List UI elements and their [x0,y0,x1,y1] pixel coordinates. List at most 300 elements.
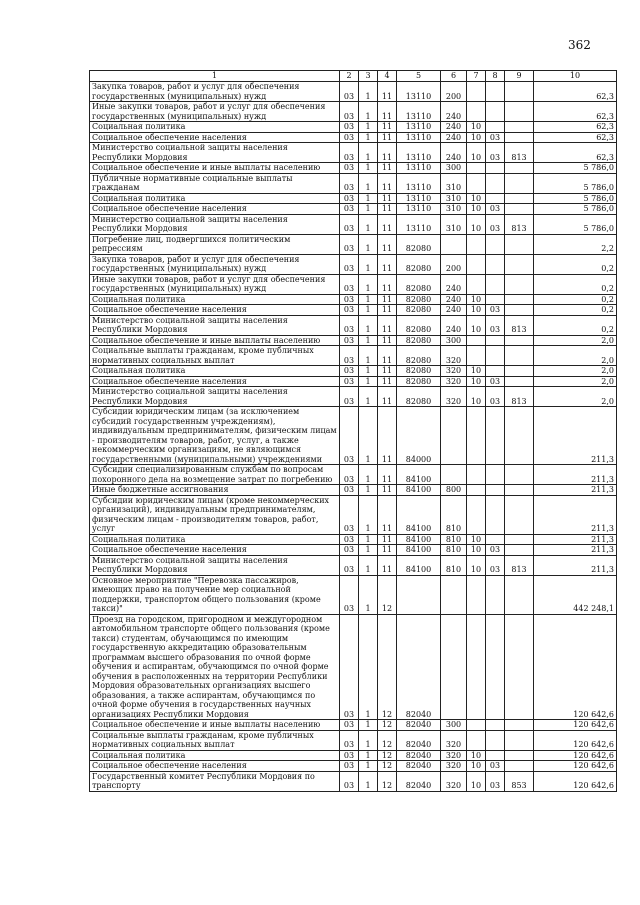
table-row [90,366,617,377]
cell-code [467,720,486,731]
cell-amount: 120 642,6 [534,720,617,731]
cell-code [441,614,467,720]
row-name: Социальная политика [90,750,340,761]
column-header: 8 [486,71,505,82]
cell-amount: 120 642,6 [534,750,617,761]
cell-code: 1 [359,132,378,143]
cell-amount: 211,3 [534,495,617,534]
cell-code [505,366,534,377]
table-row [90,274,617,294]
cell-code: 1 [359,143,378,163]
cell-code: 10 [467,214,486,234]
cell-code [505,495,534,534]
row-name: Закупка товаров, работ и услуг для обеспечения государственных (муниципальных) нужд [90,82,340,102]
cell-code: 1 [359,495,378,534]
cell-code: 1 [359,534,378,545]
cell-code: 10 [467,545,486,556]
cell-code: 10 [467,294,486,305]
cell-code: 03 [486,143,505,163]
cell-code: 320 [441,376,467,387]
cell-code: 03 [340,254,359,274]
cell-code [467,335,486,346]
cell-code: 03 [340,407,359,465]
cell-code: 320 [441,771,467,791]
cell-code: 10 [467,376,486,387]
cell-amount: 2,0 [534,346,617,366]
cell-code: 240 [441,143,467,163]
cell-code: 03 [340,730,359,750]
row-name: Министерство социальной защиты населения Республики Мордовия [90,315,340,335]
cell-code: 84100 [397,534,441,545]
cell-code: 1 [359,761,378,772]
cell-code: 240 [441,102,467,122]
cell-code [486,614,505,720]
cell-code [486,495,505,534]
row-name: Министерство социальной защиты населения Республики Мордовия [90,143,340,163]
cell-code [486,485,505,496]
cell-code [505,254,534,274]
cell-amount: 211,3 [534,485,617,496]
cell-code: 10 [467,761,486,772]
cell-code: 1 [359,294,378,305]
cell-code [505,720,534,731]
cell-code: 320 [441,346,467,366]
cell-amount: 211,3 [534,545,617,556]
cell-code: 11 [378,387,397,407]
cell-code: 240 [441,122,467,133]
cell-code: 10 [467,534,486,545]
cell-code: 11 [378,163,397,174]
table-row [90,82,617,102]
cell-code: 84100 [397,555,441,575]
cell-code: 03 [340,305,359,316]
cell-code: 12 [378,761,397,772]
row-name: Социальное обеспечение и иные выплаты населению [90,720,340,731]
cell-code: 200 [441,82,467,102]
cell-code: 11 [378,534,397,545]
cell-code: 82080 [397,315,441,335]
cell-code: 12 [378,614,397,720]
table-row [90,234,617,254]
page-number: 362 [568,38,591,52]
cell-code: 82080 [397,346,441,366]
cell-code: 13110 [397,204,441,215]
cell-code: 03 [486,387,505,407]
cell-code: 03 [340,545,359,556]
cell-code: 320 [441,387,467,407]
row-name: Социальное обеспечение населения [90,305,340,316]
cell-code: 1 [359,122,378,133]
row-name: Иные бюджетные ассигнования [90,485,340,496]
cell-amount: 5 786,0 [534,204,617,215]
cell-code [486,82,505,102]
cell-code: 84100 [397,495,441,534]
cell-code [441,465,467,485]
cell-code: 300 [441,163,467,174]
cell-code: 03 [340,122,359,133]
cell-code [505,204,534,215]
cell-amount: 62,3 [534,132,617,143]
cell-amount: 2,0 [534,335,617,346]
cell-amount: 120 642,6 [534,761,617,772]
cell-code: 813 [505,315,534,335]
cell-code: 813 [505,387,534,407]
row-name: Социальная политика [90,193,340,204]
cell-code [486,730,505,750]
cell-code: 11 [378,82,397,102]
cell-code [441,407,467,465]
cell-code: 03 [340,143,359,163]
cell-code [467,407,486,465]
row-name: Социальное обеспечение населения [90,132,340,143]
cell-code [505,122,534,133]
cell-code: 13110 [397,214,441,234]
cell-code: 03 [340,274,359,294]
cell-code: 11 [378,545,397,556]
cell-amount: 211,3 [534,465,617,485]
cell-code: 03 [340,575,359,614]
cell-amount: 62,3 [534,82,617,102]
row-name: Государственный комитет Республики Мордовия по транспорту [90,771,340,791]
table-row [90,750,617,761]
cell-code: 03 [486,761,505,772]
cell-code [486,575,505,614]
cell-code: 11 [378,173,397,193]
cell-code: 03 [340,234,359,254]
cell-amount: 2,0 [534,366,617,377]
cell-code: 11 [378,193,397,204]
cell-code [486,534,505,545]
table-header [90,71,617,82]
cell-code: 1 [359,720,378,731]
cell-amount: 5 786,0 [534,163,617,174]
cell-code [486,465,505,485]
cell-code: 1 [359,234,378,254]
cell-code: 300 [441,720,467,731]
cell-code: 813 [505,214,534,234]
cell-code [505,335,534,346]
cell-code [505,132,534,143]
row-name: Министерство социальной защиты населения Республики Мордовия [90,214,340,234]
cell-code: 1 [359,614,378,720]
cell-amount: 2,0 [534,387,617,407]
cell-code: 1 [359,465,378,485]
cell-code: 11 [378,335,397,346]
cell-code: 10 [467,122,486,133]
row-name: Субсидии юридическим лицам (кроме некоммерческих организаций), индивидуальным предпринимателям, физическим лицам - производителям товаров, работ, услуг [90,495,340,534]
column-header: 4 [378,71,397,82]
cell-amount: 211,3 [534,534,617,545]
cell-code: 11 [378,555,397,575]
table-row [90,335,617,346]
cell-code: 320 [441,730,467,750]
cell-code [486,102,505,122]
cell-code: 200 [441,254,467,274]
cell-code: 13110 [397,173,441,193]
cell-code [486,163,505,174]
table-row [90,545,617,556]
cell-code: 82080 [397,254,441,274]
table-row [90,730,617,750]
cell-code [486,750,505,761]
cell-code [505,485,534,496]
cell-code [505,575,534,614]
cell-code [467,346,486,366]
row-name: Социальное обеспечение населения [90,204,340,215]
cell-code: 03 [340,555,359,575]
column-header: 9 [505,71,534,82]
cell-code: 03 [486,545,505,556]
cell-code: 1 [359,750,378,761]
cell-code [486,193,505,204]
cell-code [505,376,534,387]
cell-code: 1 [359,545,378,556]
cell-amount: 2,2 [534,234,617,254]
cell-code: 1 [359,575,378,614]
cell-amount: 2,0 [534,376,617,387]
cell-code: 11 [378,305,397,316]
table-row [90,575,617,614]
row-name: Социальное обеспечение и иные выплаты населению [90,163,340,174]
cell-code: 11 [378,274,397,294]
column-header: 7 [467,71,486,82]
cell-code: 11 [378,143,397,163]
cell-code: 03 [486,214,505,234]
column-header: 1 [90,71,340,82]
table-row [90,407,617,465]
cell-code [505,761,534,772]
cell-code: 03 [340,315,359,335]
cell-code [441,234,467,254]
cell-code [467,163,486,174]
cell-code [505,545,534,556]
row-name: Проезд на городском, пригородном и междугородном автомобильном транспорте общего пользования (кроме такси) студентам, обучающимся по имеющим государственную аккредитацию образовательным программам высшего образования по очной форме обучения и аспирантам, обучающимся по очной форме обучения в расположенных на территории Республики Мордовия образовательных организациях высшего образования, а также аспирантам, обучающимся по очной форме обучения в государственных научных организациях Республики Мордовия [90,614,340,720]
cell-amount: 442 248,1 [534,575,617,614]
cell-code [397,575,441,614]
cell-code: 03 [340,214,359,234]
cell-code: 82080 [397,387,441,407]
cell-code: 310 [441,214,467,234]
cell-code: 1 [359,315,378,335]
row-name: Публичные нормативные социальные выплаты гражданам [90,173,340,193]
cell-code: 240 [441,315,467,335]
cell-code: 03 [340,495,359,534]
cell-code: 03 [340,132,359,143]
row-name: Социальное обеспечение населения [90,545,340,556]
cell-code: 82080 [397,294,441,305]
cell-code: 240 [441,132,467,143]
cell-code [505,294,534,305]
cell-code: 11 [378,376,397,387]
cell-amount: 120 642,6 [534,614,617,720]
cell-code: 84000 [397,407,441,465]
cell-code: 813 [505,555,534,575]
cell-code: 310 [441,193,467,204]
table-row [90,102,617,122]
cell-code: 03 [340,163,359,174]
cell-code: 82080 [397,366,441,377]
cell-code: 03 [340,485,359,496]
cell-code: 03 [340,534,359,545]
cell-code [505,163,534,174]
table-row [90,534,617,545]
cell-code: 03 [340,465,359,485]
cell-code [505,534,534,545]
cell-code: 1 [359,193,378,204]
cell-code: 10 [467,315,486,335]
cell-code: 1 [359,555,378,575]
cell-code: 810 [441,555,467,575]
row-name: Основное мероприятие "Перевозка пассажиров, имеющих право на получение мер социальной поддержки, транспортом общего пользования (кроме такси)" [90,575,340,614]
cell-code: 1 [359,771,378,791]
cell-code: 11 [378,234,397,254]
cell-code: 03 [486,315,505,335]
row-name: Министерство социальной защиты населения Республики Мордовия [90,555,340,575]
row-name: Социальное обеспечение населения [90,376,340,387]
cell-code [486,122,505,133]
table-row [90,143,617,163]
column-header: 5 [397,71,441,82]
cell-code: 12 [378,720,397,731]
cell-code [486,173,505,193]
cell-code [505,614,534,720]
cell-amount: 62,3 [534,143,617,163]
table-body [90,82,617,792]
cell-code: 03 [340,366,359,377]
cell-code: 82040 [397,614,441,720]
cell-code: 810 [441,495,467,534]
cell-code: 03 [486,376,505,387]
cell-code: 03 [340,204,359,215]
cell-code [441,575,467,614]
cell-code: 1 [359,407,378,465]
table-row [90,254,617,274]
cell-amount: 5 786,0 [534,173,617,193]
cell-amount: 0,2 [534,305,617,316]
cell-code [505,305,534,316]
table-row [90,761,617,772]
cell-code: 320 [441,366,467,377]
cell-code [486,234,505,254]
cell-code: 11 [378,465,397,485]
cell-code: 11 [378,495,397,534]
cell-code [467,485,486,496]
cell-code [467,254,486,274]
cell-code [505,407,534,465]
row-name: Социальная политика [90,294,340,305]
table-row [90,294,617,305]
cell-code: 13110 [397,163,441,174]
cell-code: 1 [359,254,378,274]
table-row [90,555,617,575]
table-row [90,193,617,204]
cell-code: 11 [378,366,397,377]
cell-code: 84100 [397,465,441,485]
cell-code: 11 [378,214,397,234]
cell-code: 300 [441,335,467,346]
cell-code: 11 [378,315,397,335]
column-header: 10 [534,71,617,82]
column-header: 2 [340,71,359,82]
cell-code: 12 [378,730,397,750]
cell-code: 13110 [397,82,441,102]
row-name: Социальные выплаты гражданам, кроме публичных нормативных социальных выплат [90,346,340,366]
cell-code: 1 [359,730,378,750]
cell-code: 1 [359,82,378,102]
table-row [90,465,617,485]
cell-code: 1 [359,204,378,215]
cell-code: 03 [340,193,359,204]
cell-code: 10 [467,750,486,761]
cell-code [467,234,486,254]
cell-code: 82040 [397,720,441,731]
table-row [90,204,617,215]
table-row [90,387,617,407]
cell-code: 03 [340,387,359,407]
cell-amount: 211,3 [534,407,617,465]
cell-code: 1 [359,173,378,193]
cell-code: 240 [441,305,467,316]
cell-code [505,465,534,485]
cell-amount: 0,2 [534,315,617,335]
cell-code [505,102,534,122]
cell-code: 82040 [397,761,441,772]
cell-code: 12 [378,750,397,761]
cell-code: 320 [441,750,467,761]
cell-code: 1 [359,366,378,377]
cell-code: 10 [467,366,486,377]
cell-code [505,730,534,750]
cell-code: 03 [340,346,359,366]
cell-code [467,274,486,294]
cell-code: 12 [378,575,397,614]
cell-code: 10 [467,555,486,575]
row-name: Погребение лиц, подвергшихся политическим репрессиям [90,234,340,254]
cell-code: 82040 [397,730,441,750]
row-name: Иные закупки товаров, работ и услуг для обеспечения государственных (муниципальных) нужд [90,274,340,294]
table-row [90,614,617,720]
cell-code: 13110 [397,143,441,163]
column-header: 3 [359,71,378,82]
table-row [90,173,617,193]
row-name: Социальная политика [90,122,340,133]
cell-amount: 0,2 [534,274,617,294]
cell-code: 310 [441,204,467,215]
cell-code: 11 [378,346,397,366]
cell-code: 03 [340,173,359,193]
cell-code: 1 [359,485,378,496]
row-name: Социальное обеспечение и иные выплаты населению [90,335,340,346]
cell-code: 1 [359,305,378,316]
cell-code: 310 [441,173,467,193]
cell-code [505,193,534,204]
table-row [90,305,617,316]
cell-code [467,173,486,193]
table-row [90,315,617,335]
cell-code: 82080 [397,376,441,387]
cell-code [467,614,486,720]
cell-code: 813 [505,143,534,163]
cell-code: 03 [340,614,359,720]
cell-code [505,274,534,294]
cell-code: 84100 [397,545,441,556]
table-row [90,376,617,387]
cell-code: 03 [486,771,505,791]
cell-code: 03 [340,720,359,731]
cell-code: 03 [340,376,359,387]
cell-code [505,750,534,761]
cell-code: 320 [441,761,467,772]
